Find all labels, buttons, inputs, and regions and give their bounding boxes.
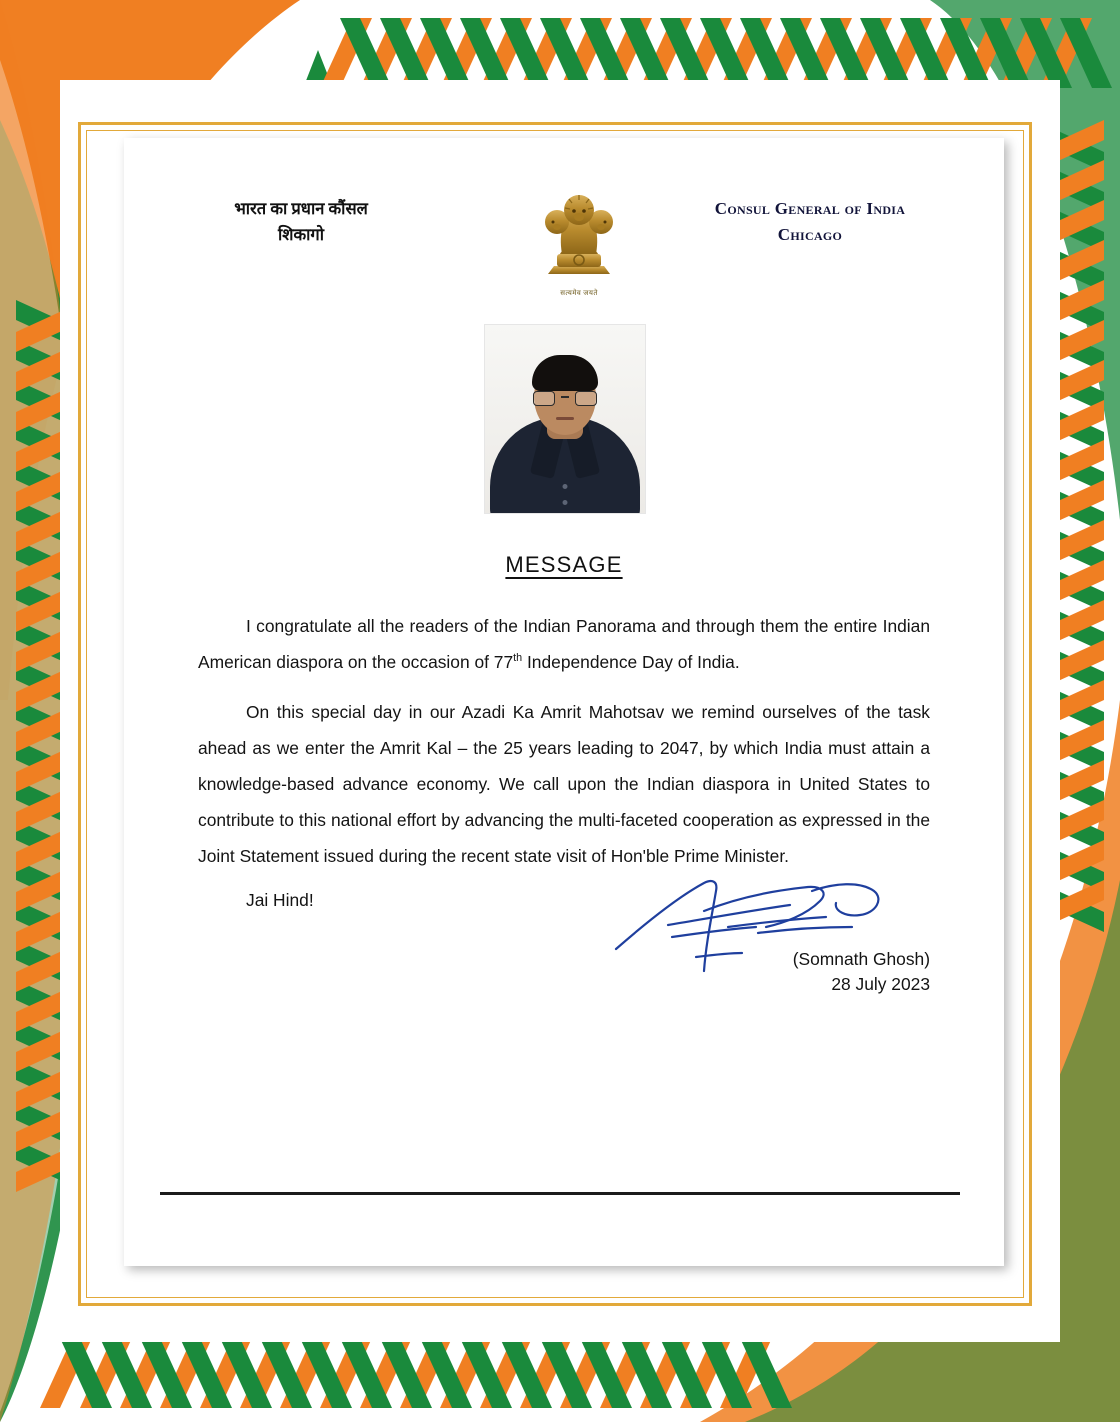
paragraph-2: On this special day in our Azadi Ka Amrit Mahotsav we remind ourselves of the task ahead as we enter the Amrit Kal – the 25 years leading to 2047, by which India must attain a knowledge-based advance economy. We call upon the Indian diaspora in United States to contribute to this national effort by advancing the multi-faceted cooperation as expressed in the Joint Statement issued during the recent state visit of Hon'ble Prime Minister. (198, 702, 930, 867)
letterhead (124, 138, 1004, 297)
signature-block (124, 877, 1004, 1007)
letterhead-hindi-line1: भारत का प्रधान कौंसल (234, 199, 368, 218)
signature-date: 28 July 2023 (831, 974, 930, 995)
signatory-name: (Somnath Ghosh) (792, 949, 930, 970)
message-title: MESSAGE (505, 552, 623, 577)
letterhead-hindi-line2: शिकागो (277, 224, 324, 244)
letterhead-english-line1: Consul General of India (714, 199, 906, 218)
paragraph-1-text-a: I congratulate all the readers of the Indian Panorama and through them the entire Indian American diaspora on the occasion of 77 (198, 616, 930, 673)
signature-name-date (793, 947, 930, 997)
portrait-photo (484, 324, 646, 514)
paragraph-1 (198, 608, 930, 680)
letterhead-english (660, 196, 960, 247)
letter-card (124, 138, 1004, 1266)
emblem-block (524, 170, 634, 298)
message-body (198, 608, 930, 874)
portrait-wrapper (484, 324, 644, 514)
footer-rule (160, 1192, 960, 1195)
emblem-motto: सत्यमेव जयते (560, 289, 598, 297)
top-ribbon (320, 18, 1112, 88)
letterhead-hindi (176, 196, 426, 247)
closing-line: Jai Hind! (246, 890, 314, 911)
letterhead-english-line2: Chicago (777, 224, 843, 244)
paragraph-1-ordinal: th (513, 652, 523, 665)
bottom-ribbon (40, 1338, 792, 1408)
india-state-emblem-icon (524, 170, 634, 288)
paragraph-1-text-b: Independence Day of India. (522, 652, 740, 673)
